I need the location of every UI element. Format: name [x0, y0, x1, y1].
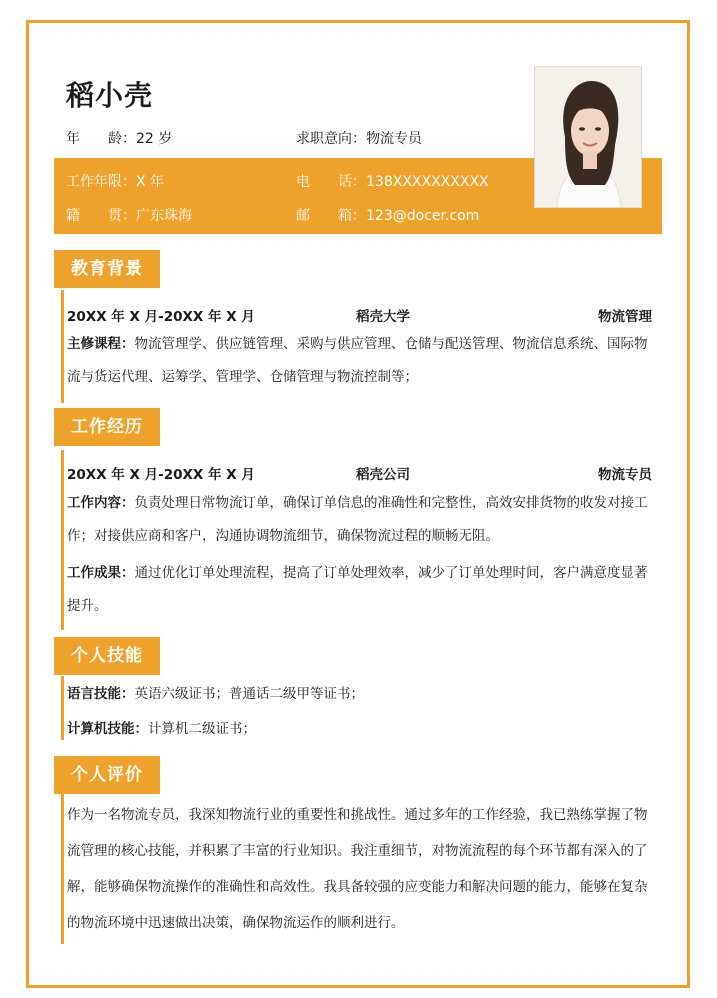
- work-company: 稻壳公司: [356, 467, 410, 483]
- years-label: 工作年限：: [66, 174, 136, 190]
- skills-heading: 个人技能: [54, 637, 160, 675]
- computer-text: 计算机二级证书；: [148, 721, 256, 737]
- phone-label: 电 话：: [296, 174, 366, 190]
- origin-value: 广东珠海: [136, 208, 192, 224]
- work-result-text: 通过优化订单处理流程，提高了订单处理效率，减少了订单处理时间，客户满意度显著提升。: [67, 565, 648, 614]
- lang-label: 语言技能：: [67, 686, 135, 702]
- computer-label: 计算机技能：: [67, 721, 148, 737]
- person-portrait-icon: [535, 67, 642, 208]
- work-row: [67, 463, 652, 483]
- skills-language: [67, 678, 653, 711]
- work-period: 20XX 年 X 月-20XX 年 X 月: [67, 467, 255, 483]
- email-value: 123@docer.com: [366, 208, 480, 224]
- evaluation-line: [61, 789, 64, 944]
- years-value: X 年: [136, 174, 165, 190]
- education-line: [61, 290, 64, 403]
- phone-field: [296, 171, 489, 191]
- skills-line: [61, 676, 64, 740]
- lang-text: 英语六级证书；普通话二级甲等证书；: [134, 686, 364, 702]
- email-field: [296, 205, 479, 225]
- work-content-label: 工作内容：: [67, 495, 135, 511]
- evaluation-heading: 个人评价: [54, 756, 160, 794]
- work-content: [67, 487, 653, 553]
- education-school: 稻壳大学: [356, 309, 410, 325]
- education-courses: [67, 328, 653, 394]
- courses-text: 物流管理学、供应链管理、采购与供应管理、仓储与配送管理、物流信息系统、国际物流与货运代理、运筹学、管理学、仓储管理与物流控制等；: [67, 336, 648, 385]
- work-heading: 工作经历: [54, 408, 160, 446]
- skills-computer: [67, 713, 653, 746]
- age-field: [66, 128, 172, 148]
- intent-value: 物流专员: [366, 131, 422, 147]
- years-field: [66, 171, 164, 191]
- intent-field: [296, 128, 422, 148]
- candidate-name: 稻小壳: [66, 79, 154, 112]
- education-period: 20XX 年 X 月-20XX 年 X 月: [67, 309, 255, 325]
- evaluation-text: 作为一名物流专员，我深知物流行业的重要性和挑战性。通过多年的工作经验，我已熟练掌握了物流管理的核心技能，并积累了丰富的行业知识。我注重细节，对物流流程的每个环节都有深入的了解，能够确保物流操作的准确性和高效性。我具备较强的应变能力和解决问题的能力，能够在复杂的物流环境中迅速做出决策，确保物流运作的顺利进行。: [67, 807, 648, 931]
- work-result-label: 工作成果：: [67, 565, 135, 581]
- work-position: 物流专员: [598, 467, 652, 483]
- education-row: [67, 305, 652, 325]
- education-major: 物流管理: [598, 309, 652, 325]
- work-result: [67, 557, 653, 623]
- work-content-text: 负责处理日常物流订单，确保订单信息的准确性和完整性，高效安排货物的收发对接工作；对接供应商和客户，沟通协调物流细节，确保物流过程的顺畅无阻。: [67, 495, 648, 544]
- courses-label: 主修课程：: [67, 336, 135, 352]
- email-label: 邮 箱：: [296, 208, 366, 224]
- age-value: 22 岁: [136, 131, 173, 147]
- origin-label: 籍 贯：: [66, 208, 136, 224]
- phone-value: 138XXXXXXXXXX: [366, 174, 489, 190]
- age-label: 年 龄：: [66, 131, 136, 147]
- education-heading: 教育背景: [54, 250, 160, 288]
- profile-photo: [534, 66, 642, 208]
- origin-field: [66, 205, 192, 225]
- intent-label: 求职意向：: [296, 131, 366, 147]
- work-line: [61, 450, 64, 630]
